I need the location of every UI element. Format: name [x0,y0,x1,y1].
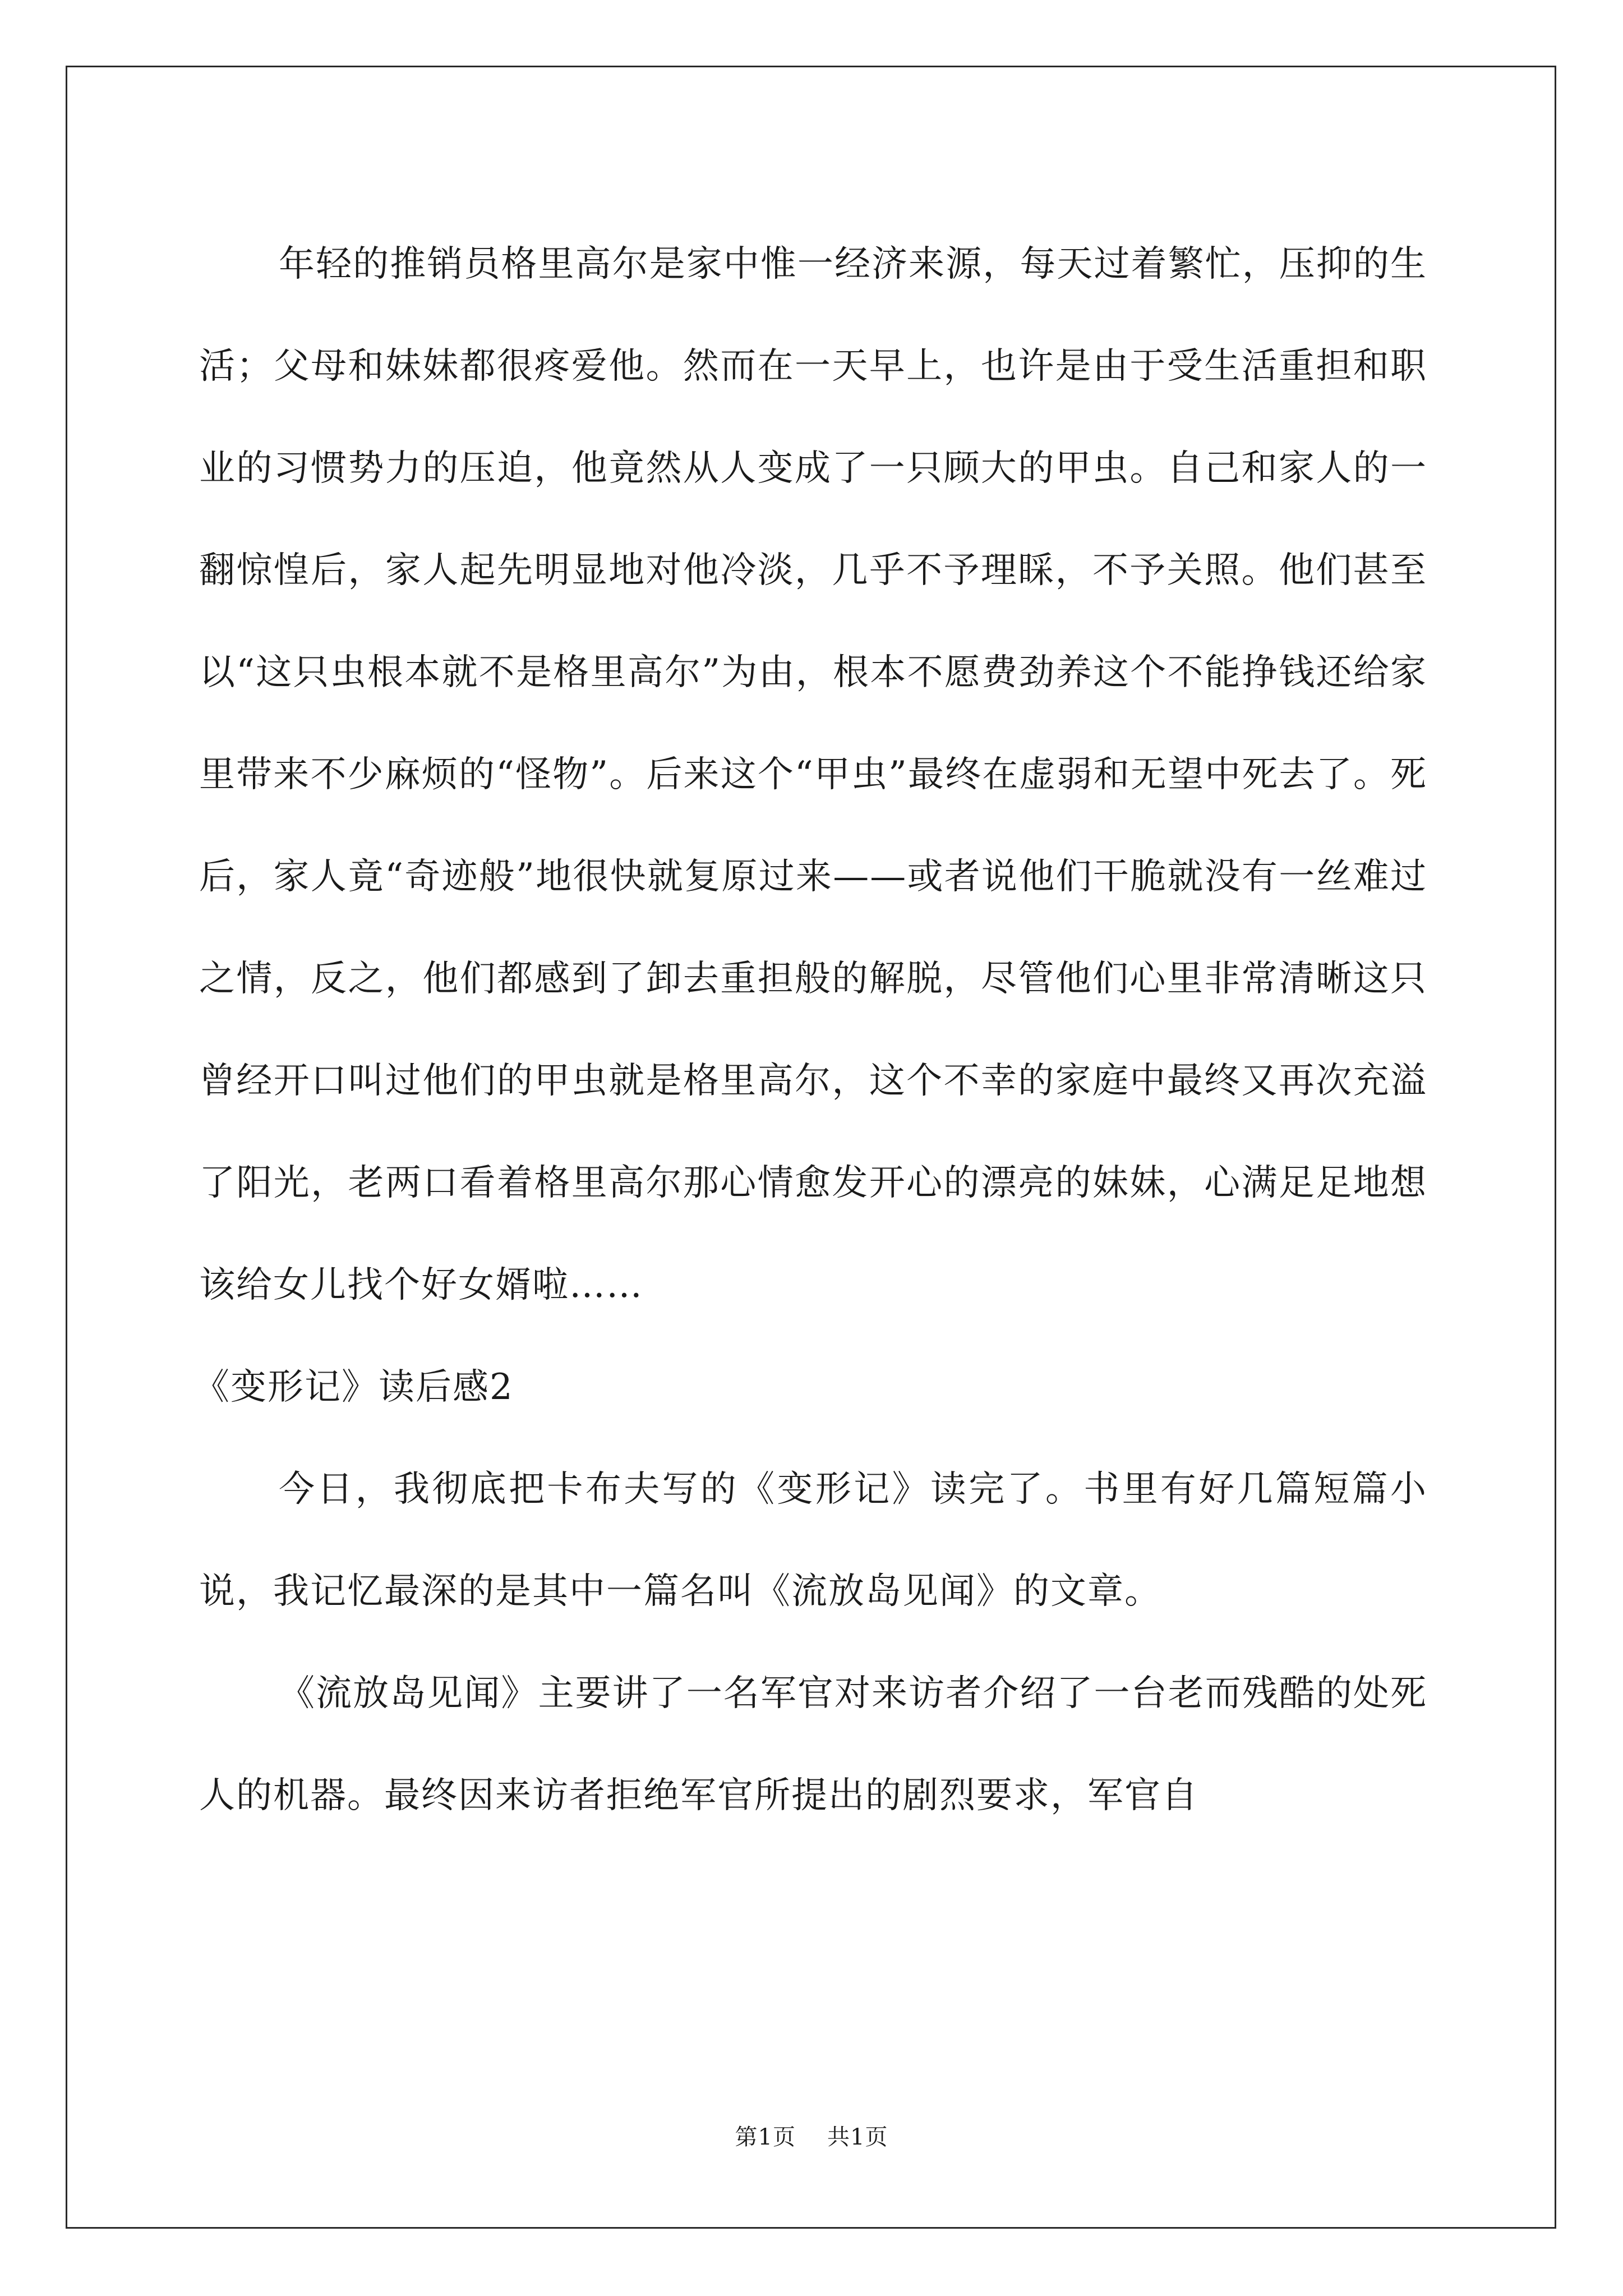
document-body [193,213,1427,1847]
page-footer [0,2123,1623,2151]
paragraph-story-summary: 年轻的推销员格里高尔是家中惟一经济来源，每天过着繁忙，压抑的生活；父母和妹妹都很疼爱他。然而在一天早上，也许是由于受生活重担和职业的习惯势力的压迫，他竟然从人变成了一只顾大的甲虫。自己和家人的一翻惊惶后，家人起先明显地对他冷淡，几乎不予理睬，不予关照。他们甚至以“这只虫根本就不是格里高尔”为由，根本不愿费劲养这个不能挣钱还给家里带来不少麻烦的“怪物”。后来这个“甲虫”最终在虚弱和无望中死去了。死后，家人竟“奇迹般”地很快就复原过来——或者说他们干脆就没有一丝难过之情，反之，他们都感到了卸去重担般的解脱，尽管他们心里非常清晰这只曾经开口叫过他们的甲虫就是格里高尔，这个不幸的家庭中最终又再次充溢了阳光，老两口看着格里高尔那心情愈发开心的漂亮的妹妹，心满足足地想该给女儿找个好女婿啦…… [199,243,1427,1306]
section-title: 《变形记》读后感2 [193,1366,514,1408]
page-number: 第1页 [735,2124,796,2150]
paragraph-intro: 今日，我彻底把卡布夫写的《变形记》读完了。书里有好几篇短篇小说，我记忆最深的是其中一篇名叫《流放岛见闻》的文章。 [199,1469,1427,1612]
paragraph-exile-island: 《流放岛见闻》主要讲了一名军官对来访者介绍了一台老而残酷的处死人的机器。最终因来访者拒绝军官所提出的剧烈要求，军官自 [199,1673,1427,1816]
page-total: 共1页 [827,2124,888,2150]
